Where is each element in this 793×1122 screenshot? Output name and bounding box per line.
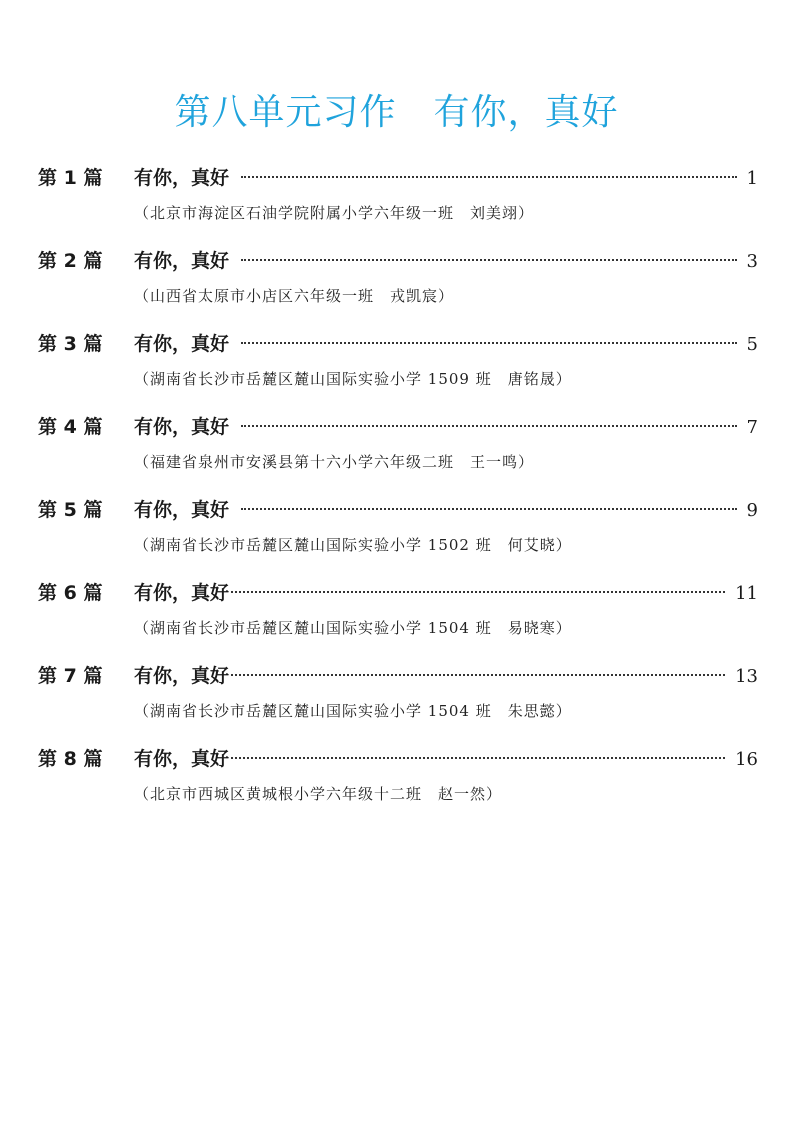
toc-entry-2[interactable]: [38, 243, 758, 326]
toc-entry-line: [38, 741, 758, 777]
toc-entry-line: [38, 658, 758, 694]
entry-source: （山西省太原市小店区六年级一班 戎凯宸）: [134, 287, 455, 305]
entry-page-number: 13: [735, 666, 758, 687]
toc-entry-6[interactable]: [38, 575, 758, 658]
entry-number: 第 6 篇: [38, 582, 103, 604]
page-title: 第八单元习作 有你，真好: [174, 92, 619, 133]
toc-entry-line: [38, 575, 758, 611]
dot-leader: [231, 674, 725, 676]
entry-title[interactable]: 有你，真好: [134, 167, 230, 189]
toc-entry-line: [38, 492, 758, 528]
entry-number: 第 5 篇: [38, 499, 103, 521]
entry-number: 第 3 篇: [38, 333, 103, 355]
toc-entry-line: [38, 160, 758, 196]
dot-leader: [241, 342, 737, 344]
entry-page-number: 1: [746, 168, 758, 189]
dot-leader: [241, 425, 737, 427]
entry-source: （湖南省长沙市岳麓区麓山国际实验小学 1509 班 唐铭晟）: [134, 370, 572, 388]
entry-page-number: 5: [746, 334, 758, 355]
dot-leader: [241, 176, 737, 178]
toc-entry-5[interactable]: [38, 492, 758, 575]
entry-number: 第 8 篇: [38, 748, 103, 770]
entry-page-number: 7: [746, 417, 758, 438]
toc-entry-line: [38, 243, 758, 279]
entry-source: （北京市海淀区石油学院附属小学六年级一班 刘美翊）: [134, 204, 535, 222]
entry-source: （湖南省长沙市岳麓区麓山国际实验小学 1502 班 何艾晓）: [134, 536, 572, 554]
entry-source: （北京市西城区黄城根小学六年级十二班 赵一然）: [134, 785, 503, 803]
toc-entry-1[interactable]: [38, 160, 758, 243]
toc-entry-7[interactable]: [38, 658, 758, 741]
entry-title[interactable]: 有你，真好: [134, 250, 230, 272]
entry-source: （福建省泉州市安溪县第十六小学六年级二班 王一鸣）: [134, 453, 535, 471]
entry-number: 第 1 篇: [38, 167, 103, 189]
entry-title[interactable]: 有你，真好: [134, 665, 230, 687]
toc-entry-line: [38, 409, 758, 445]
entry-title[interactable]: 有你，真好: [134, 748, 230, 770]
entry-title[interactable]: 有你，真好: [134, 333, 230, 355]
toc-entry-8[interactable]: [38, 741, 758, 824]
entry-source: （湖南省长沙市岳麓区麓山国际实验小学 1504 班 易晓寒）: [134, 619, 572, 637]
toc-entry-3[interactable]: [38, 326, 758, 409]
table-of-contents: [38, 160, 758, 824]
dot-leader: [231, 591, 725, 593]
toc-entry-4[interactable]: [38, 409, 758, 492]
entry-number: 第 4 篇: [38, 416, 103, 438]
dot-leader: [231, 757, 725, 759]
entry-page-number: 11: [735, 583, 758, 604]
entry-page-number: 3: [746, 251, 758, 272]
entry-title[interactable]: 有你，真好: [134, 416, 230, 438]
entry-title[interactable]: 有你，真好: [134, 582, 230, 604]
dot-leader: [241, 508, 737, 510]
entry-number: 第 7 篇: [38, 665, 103, 687]
entry-number: 第 2 篇: [38, 250, 103, 272]
entry-source: （湖南省长沙市岳麓区麓山国际实验小学 1504 班 朱思懿）: [134, 702, 572, 720]
dot-leader: [241, 259, 737, 261]
entry-page-number: 16: [735, 749, 758, 770]
entry-title[interactable]: 有你，真好: [134, 499, 230, 521]
toc-entry-line: [38, 326, 758, 362]
entry-page-number: 9: [746, 500, 758, 521]
